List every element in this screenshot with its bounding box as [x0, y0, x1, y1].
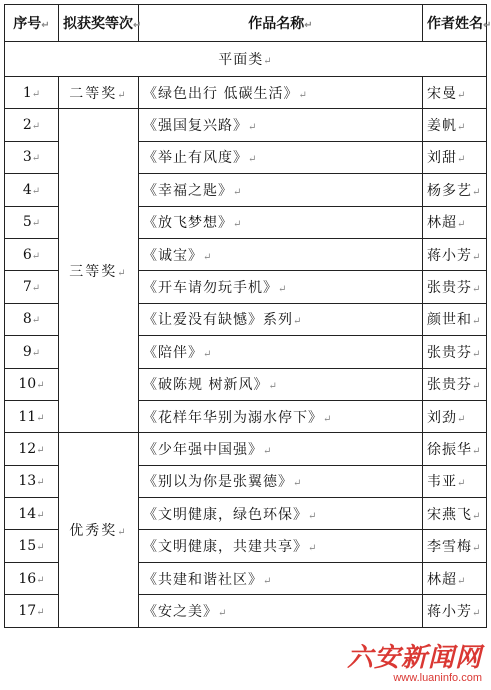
row-title: 《破陈规 树新风》↵ [139, 368, 423, 400]
row-author: 蒋小芳↵ [423, 238, 487, 270]
row-title: 《放飞梦想》↵ [139, 206, 423, 238]
row-title: 《共建和谐社区》↵ [139, 562, 423, 594]
row-author: 颜世和↵ [423, 303, 487, 335]
row-title: 《陪伴》↵ [139, 336, 423, 368]
row-title: 《让爱没有缺憾》系列↵ [139, 303, 423, 335]
row-title: 《举止有风度》↵ [139, 141, 423, 173]
row-author: 蒋小芳↵ [423, 595, 487, 627]
table-row [5, 109, 487, 141]
row-author: 张贵芬↵ [423, 271, 487, 303]
row-author: 徐振华↵ [423, 433, 487, 465]
table-row [5, 77, 487, 109]
row-seq: 7↵ [5, 271, 59, 303]
row-award: 优秀奖↵ [59, 433, 139, 627]
row-award: 三等奖↵ [59, 109, 139, 433]
watermark-url: www.luaninfo.com [393, 672, 482, 684]
row-seq: 8↵ [5, 303, 59, 335]
row-author: 刘劲↵ [423, 400, 487, 432]
header-award: 拟获奖等次↵ [59, 5, 139, 42]
row-title: 《诚宝》↵ [139, 238, 423, 270]
row-title: 《开车请勿玩手机》↵ [139, 271, 423, 303]
row-author: 宋曼↵ [423, 77, 487, 109]
row-author: 刘甜↵ [423, 141, 487, 173]
site-watermark [347, 644, 482, 684]
row-seq: 14↵ [5, 498, 59, 530]
row-seq: 1↵ [5, 77, 59, 109]
table-row [5, 433, 487, 465]
row-title: 《文明健康，共建共享》↵ [139, 530, 423, 562]
row-author: 宋燕飞↵ [423, 498, 487, 530]
row-title: 《少年强中国强》↵ [139, 433, 423, 465]
row-author: 姜帆↵ [423, 109, 487, 141]
header-title: 作品名称↵ [139, 5, 423, 42]
row-seq: 15↵ [5, 530, 59, 562]
header-author: 作者姓名↵ [423, 5, 487, 42]
row-title: 《幸福之匙》↵ [139, 174, 423, 206]
row-award: 二等奖↵ [59, 77, 139, 109]
row-seq: 10↵ [5, 368, 59, 400]
row-seq: 9↵ [5, 336, 59, 368]
section-row [5, 42, 487, 77]
row-seq: 3↵ [5, 141, 59, 173]
row-author: 林超↵ [423, 206, 487, 238]
row-seq: 17↵ [5, 595, 59, 627]
row-author: 张贵芬↵ [423, 336, 487, 368]
row-seq: 5↵ [5, 206, 59, 238]
row-seq: 13↵ [5, 465, 59, 497]
row-title: 《安之美》↵ [139, 595, 423, 627]
row-seq: 16↵ [5, 562, 59, 594]
row-author: 杨多艺↵ [423, 174, 487, 206]
row-author: 李雪梅↵ [423, 530, 487, 562]
row-author: 韦亚↵ [423, 465, 487, 497]
row-seq: 11↵ [5, 400, 59, 432]
row-seq: 12↵ [5, 433, 59, 465]
row-title: 《强国复兴路》↵ [139, 109, 423, 141]
row-author: 张贵芬↵ [423, 368, 487, 400]
row-title: 《文明健康，绿色环保》↵ [139, 498, 423, 530]
row-seq: 4↵ [5, 174, 59, 206]
header-seq: 序号↵ [5, 5, 59, 42]
row-title: 《别以为你是张翼德》↵ [139, 465, 423, 497]
row-title: 《花样年华别为溺水停下》↵ [139, 400, 423, 432]
row-seq: 6↵ [5, 238, 59, 270]
row-seq: 2↵ [5, 109, 59, 141]
header-row [5, 5, 487, 42]
row-author: 林超↵ [423, 562, 487, 594]
awards-table [4, 4, 491, 628]
row-title: 《绿色出行 低碳生活》↵ [139, 77, 423, 109]
section-label: 平面类↵ [5, 42, 487, 77]
watermark-logo-text: 六安新闻网 [346, 643, 482, 673]
